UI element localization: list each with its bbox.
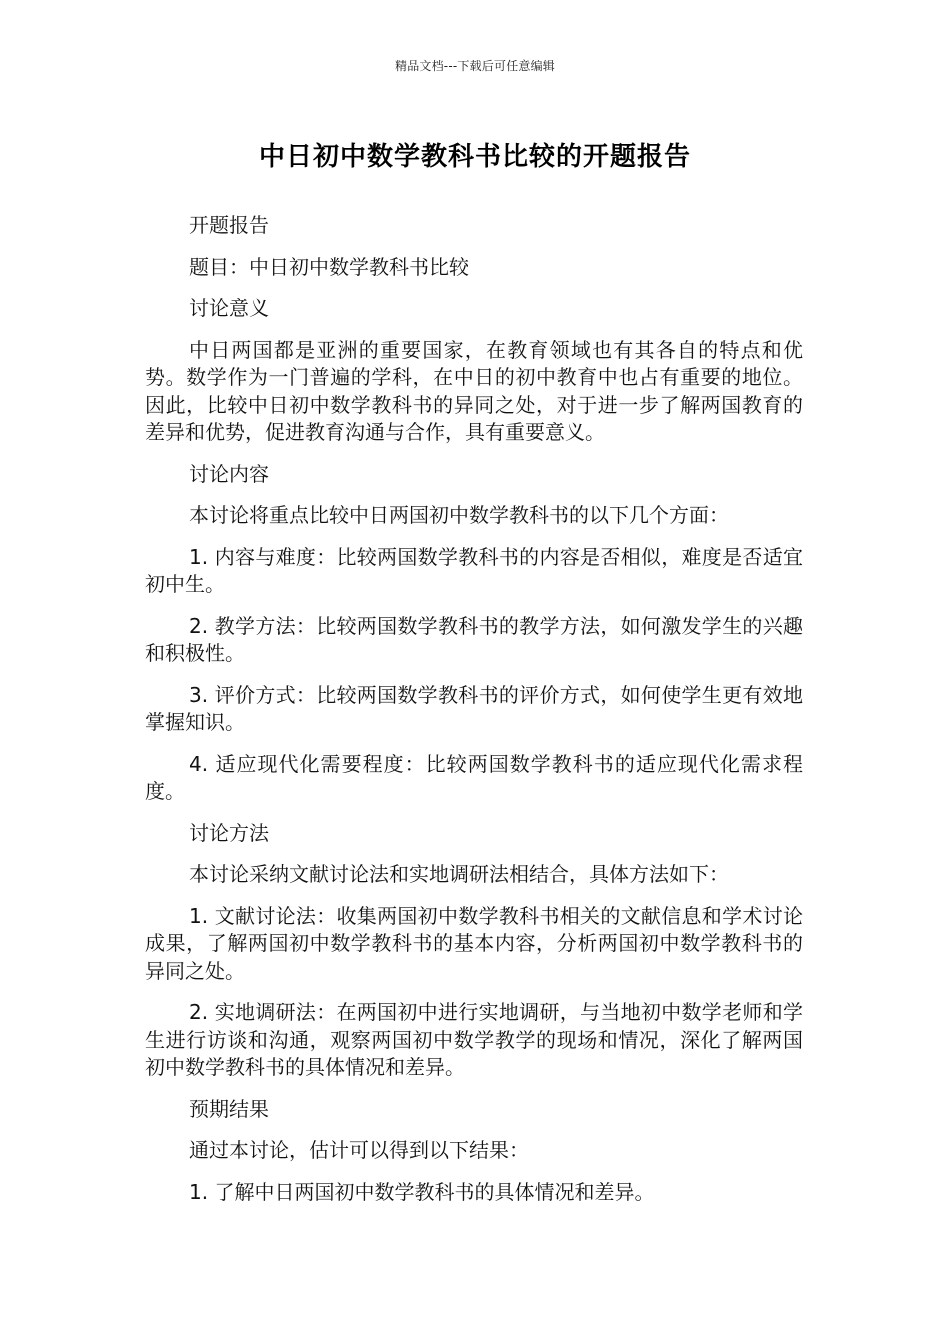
list-item-method-1: 1. 文献讨论法：收集两国初中数学教科书相关的文献信息和学术讨论成果，了解两国初中数学教科书的基本内容，分析两国初中数学教科书的异同之处。 [145,903,803,983]
section-label-report: 开题报告 [189,213,269,237]
list-item-content-1: 1. 内容与难度：比较两国数学教科书的内容是否相似，难度是否适宜初中生。 [145,544,803,596]
section-heading-significance: 讨论意义 [189,296,269,320]
section-heading-method: 讨论方法 [189,820,269,845]
topic-line: 题目：中日初中数学教科书比较 [189,254,469,279]
list-item-method-2: 2. 实地调研法：在两国初中进行实地调研，与当地初中数学老师和学生进行访谈和沟通，观察两国初中数学教学的现场和情况，深化了解两国初中数学教科书的具体情况和差异。 [145,1000,803,1079]
list-item-result-1: 1. 了解中日两国初中数学教科书的具体情况和差异。 [189,1179,655,1204]
paragraph-significance: 中日两国都是亚洲的重要国家，在教育领域也有其各自的特点和优势。数学作为一门普遍的学科，在中日的初中教育中也占有重要的地位。因此，比较中日初中数学教科书的异同之处，对于进一步了解两国教育的差异和优势，促进教育沟通与合作，具有重要意义。 [145,337,803,444]
list-item-content-3: 3. 评价方式：比较两国数学教科书的评价方式，如何使学生更有效地掌握知识。 [145,682,803,734]
document-title: 中日初中数学教科书比较的开题报告 [258,142,691,172]
header-note: 精品文档---下载后可任意编辑 [395,59,555,73]
section-heading-results: 预期结果 [189,1096,269,1121]
list-item-content-2: 2. 教学方法：比较两国数学教科书的教学方法，如何激发学生的兴趣和积极性。 [145,613,803,665]
list-item-content-4: 4. 适应现代化需要程度：比较两国数学教科书的适应现代化需求程度。 [145,751,803,803]
paragraph-results-intro: 通过本讨论，估计可以得到以下结果： [189,1138,529,1162]
document-body [145,212,803,1220]
section-heading-content: 讨论内容 [189,461,269,486]
paragraph-method-intro: 本讨论采纳文献讨论法和实地调研法相结合，具体方法如下： [189,862,729,886]
paragraph-content-intro: 本讨论将重点比较中日两国初中数学教科书的以下几个方面： [189,503,729,527]
